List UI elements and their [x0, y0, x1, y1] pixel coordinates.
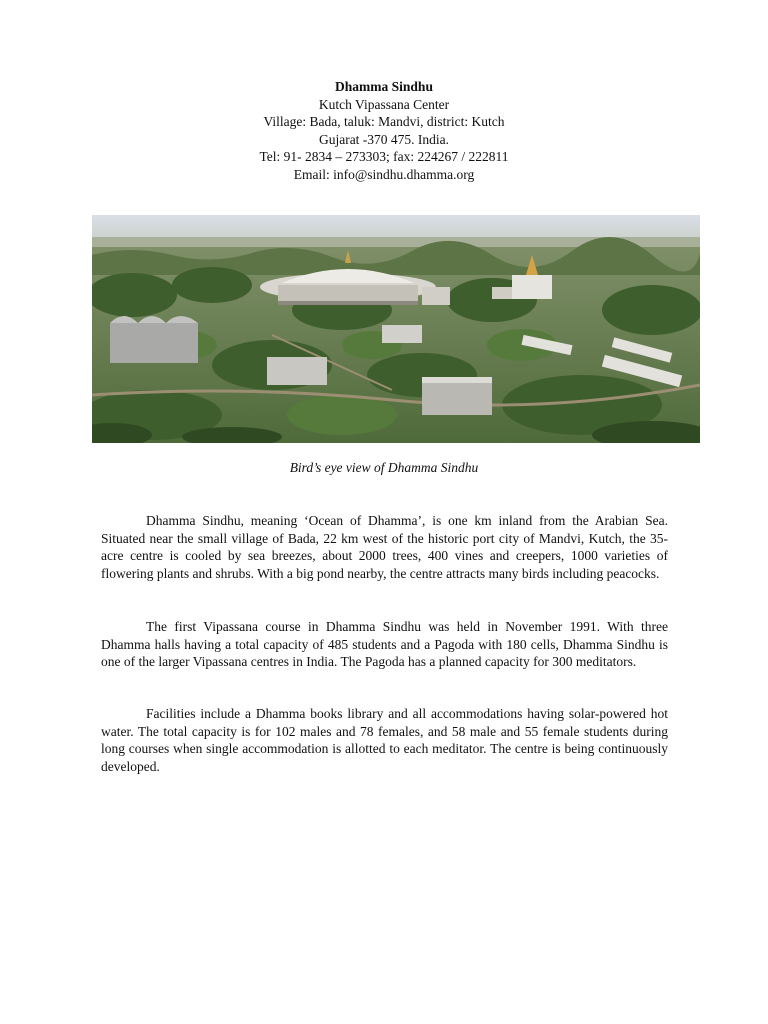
paragraph-facilities: Facilities include a Dhamma books library and all accommodations having solar-powered hot water. The total capacity is for 102 males and 78 females, and 58 male and 55 female students during long courses when single accommodation is allotted to each meditator. The centre is being continuously developed.: [101, 706, 668, 774]
address-block: [0, 78, 768, 183]
center-name: Dhamma Sindhu: [335, 79, 433, 94]
photo-caption: Bird’s eye view of Dhamma Sindhu: [289, 460, 479, 475]
birds-eye-photo-drawing: [92, 215, 700, 443]
birds-eye-photo: [92, 215, 700, 443]
address-line: Village: Bada, taluk: Mandvi, district: Kutch: [263, 114, 505, 129]
phone-fax-line: Tel: 91- 2834 – 273303; fax: 224267 / 222811: [259, 149, 509, 164]
center-subtitle: Kutch Vipassana Center: [318, 96, 450, 112]
postal-line: Gujarat -370 475. India.: [318, 131, 450, 147]
paragraph-history: The first Vipassana course in Dhamma Sindhu was held in November 1991. With three Dhamma halls having a total capacity of 485 students and a Pagoda with 180 cells, Dhamma Sindhu is one of the larger Vipassana centres in India. The Pagoda has a planned capacity for 300 meditators.: [101, 619, 668, 669]
paragraph-location: Dhamma Sindhu, meaning ‘Ocean of Dhamma’, is one km inland from the Arabian Sea. Situated near the small village of Bada, 22 km west of the historic port city of Mandvi, Kutch, the 35-acre centre is cooled by sea breezes, about 2000 trees, 400 vines and creepers, 1000 varieties of flowering plants and shrubs. With a big pond nearby, the centre attracts many birds including peacocks.: [101, 513, 668, 581]
email-line: Email: info@sindhu.dhamma.org: [293, 166, 475, 182]
